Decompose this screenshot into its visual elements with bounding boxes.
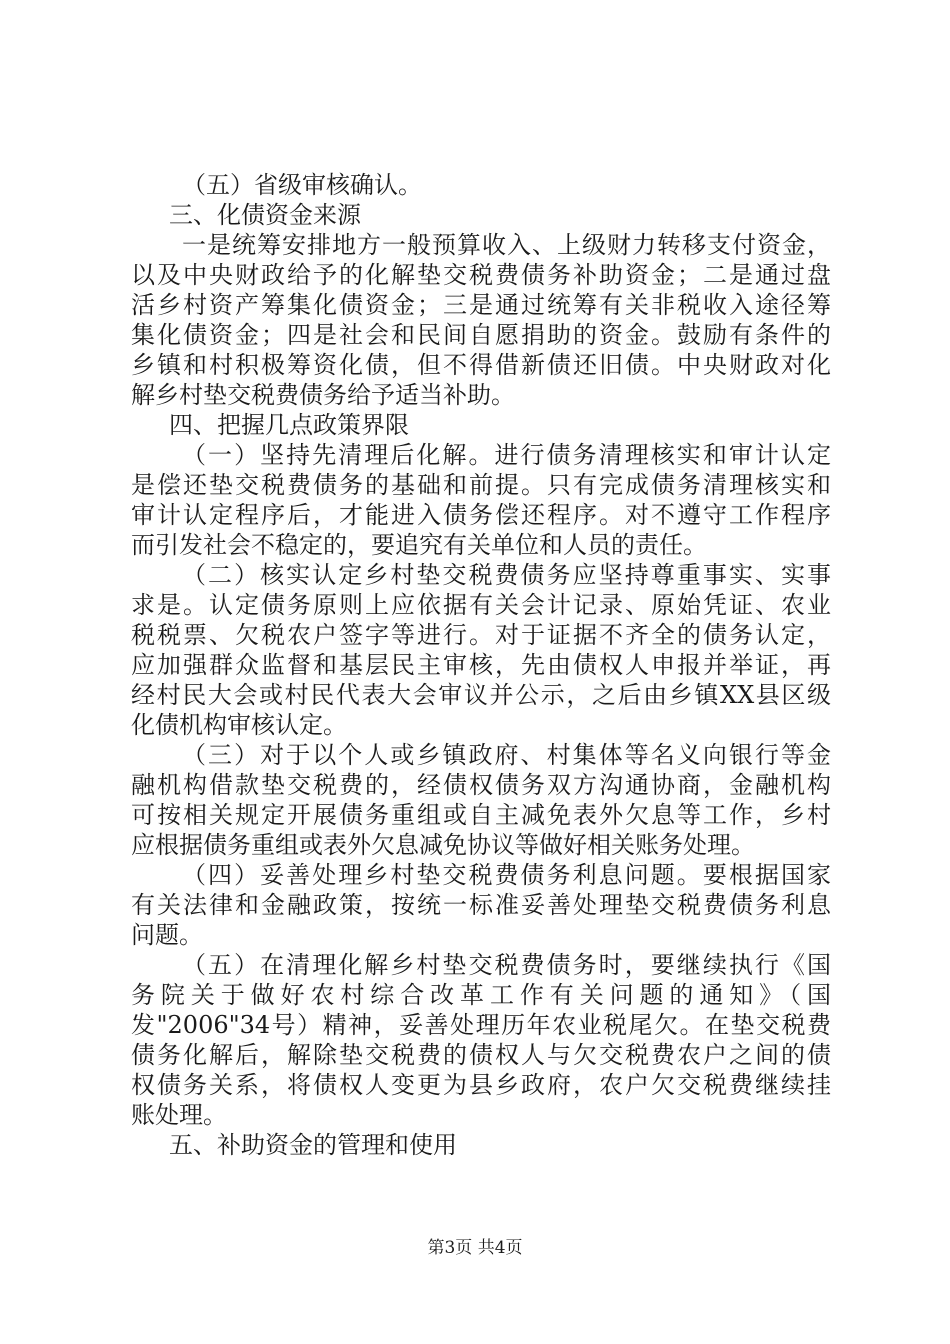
text-line: 权债务关系，将债权人变更为县乡政府，农户欠交税费继续挂 [131,1071,831,1099]
text-line: 审计认定程序后，才能进入债务偿还程序。对不遵守工作程序 [131,501,831,529]
text-line: 发"2006"34号）精神，妥善处理历年农业税尾欠。在垫交税费 [131,1011,831,1039]
text-line: 债务化解后，解除垫交税费的债权人与欠交税费农户之间的债 [131,1041,831,1069]
text-line: 应根据债务重组或表外欠息减免协议等做好相关账务处理。 [131,831,755,859]
document-body [131,170,831,1160]
page-number-footer: 第3页 共4页 [427,1238,523,1258]
text-line: （五）省级审核确认。 [182,171,422,199]
text-line: 可按相关规定开展债务重组或自主减免表外欠息等工作，乡村 [131,801,831,829]
text-line: 化债机构审核认定。 [131,711,347,739]
text-line: 活乡村资产筹集化债资金；三是通过统筹有关非税收入途径筹 [131,291,831,319]
text-line: 是偿还垫交税费债务的基础和前提。只有完成债务清理核实和 [131,471,831,499]
text-line: 有关法律和金融政策，按统一标准妥善处理垫交税费债务利息 [131,891,831,919]
text-line: （三）对于以个人或乡镇政府、村集体等名义向银行等金 [182,741,831,769]
text-line: （五）在清理化解乡村垫交税费债务时，要继续执行《国 [182,951,831,979]
text-line: 应加强群众监督和基层民主审核，先由债权人申报并举证，再 [131,651,831,679]
section-heading: 四、把握几点政策界限 [169,411,409,439]
text-line: 解乡村垫交税费债务给予适当补助。 [131,381,515,409]
text-line: 务院关于做好农村综合改革工作有关问题的通知》（国 [131,981,831,1009]
text-line: 问题。 [131,921,203,949]
section-heading: 五、补助资金的管理和使用 [169,1131,457,1159]
text-line: （一）坚持先清理后化解。进行债务清理核实和审计认定 [182,441,831,469]
text-line: 求是。认定债务原则上应依据有关会计记录、原始凭证、农业 [131,591,831,619]
text-line: 集化债资金；四是社会和民间自愿捐助的资金。鼓励有条件的 [131,321,831,349]
text-line: 一是统筹安排地方一般预算收入、上级财力转移支付资金， [182,231,831,259]
section-heading: 三、化债资金来源 [169,201,361,229]
text-line: （四）妥善处理乡村垫交税费债务利息问题。要根据国家 [182,861,831,889]
text-line: 账处理。 [131,1101,227,1129]
text-line: 乡镇和村积极筹资化债，但不得借新债还旧债。中央财政对化 [131,351,831,379]
text-line: 而引发社会不稳定的，要追究有关单位和人员的责任。 [131,531,707,559]
text-line: 融机构借款垫交税费的，经债权债务双方沟通协商，金融机构 [131,771,831,799]
text-line: （二）核实认定乡村垫交税费债务应坚持尊重事实、实事 [182,561,831,589]
text-line: 以及中央财政给予的化解垫交税费债务补助资金；二是通过盘 [131,261,831,289]
text-line: 税税票、欠税农户签字等进行。对于证据不齐全的债务认定， [131,621,831,649]
text-line: 经村民大会或村民代表大会审议并公示，之后由乡镇XX县区级 [131,681,831,709]
